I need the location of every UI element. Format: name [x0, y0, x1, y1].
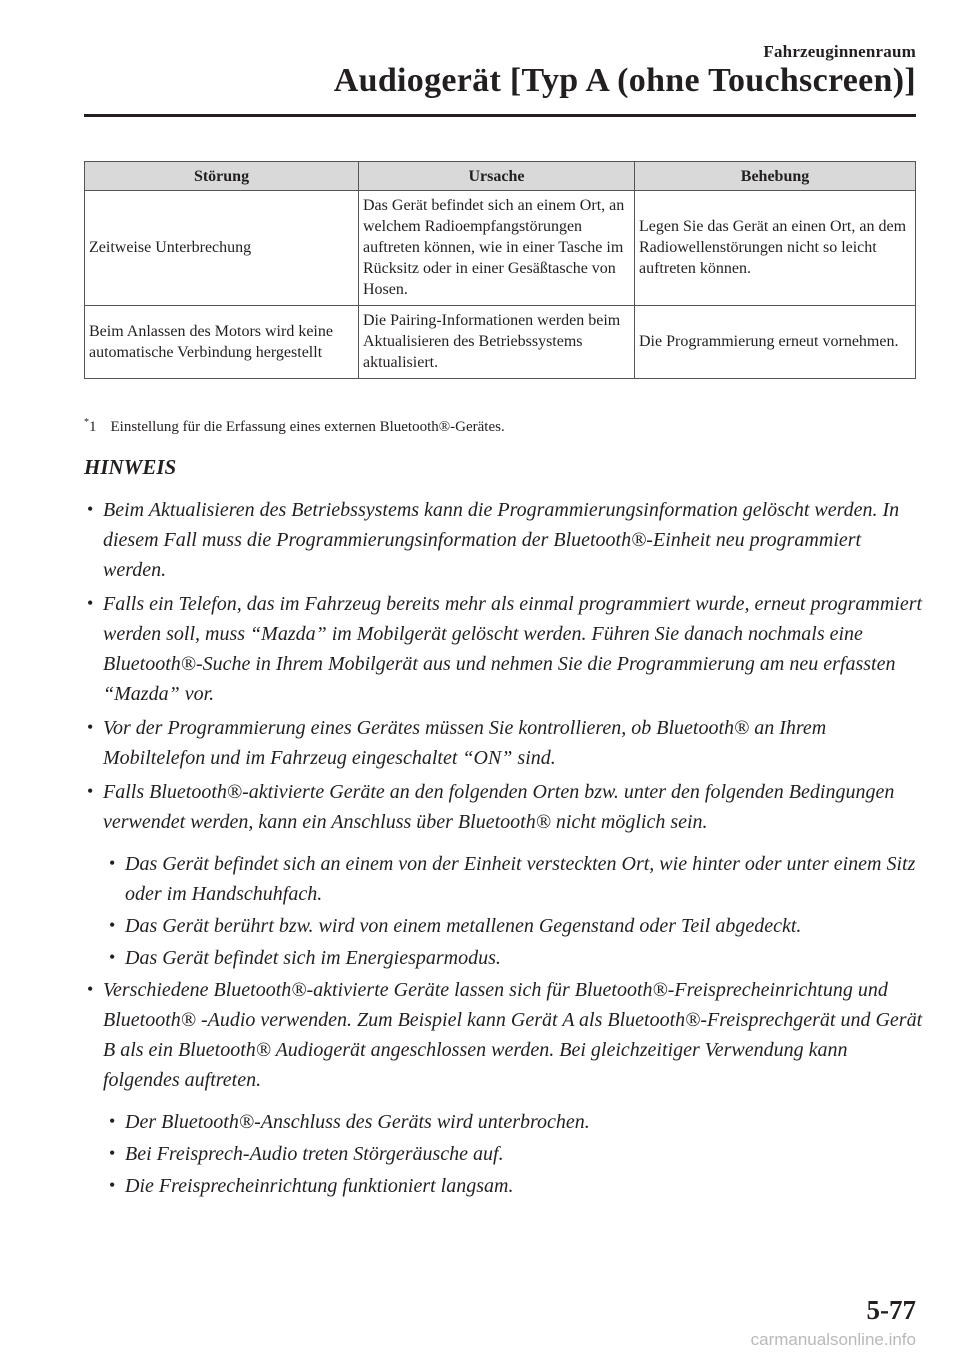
table-cell-stoerung: Beim Anlassen des Motors wird keine automatische Verbindung hergestellt: [85, 306, 359, 379]
footnote: [84, 417, 505, 436]
section-label: Fahrzeuginnenraum: [763, 42, 916, 61]
sub-list-item: [84, 1107, 924, 1137]
bullet-dot: •: [109, 947, 116, 967]
table-header-row: [85, 162, 916, 191]
table-cell-behebung: Legen Sie das Gerät an einen Ort, an dem Radiowellenstörungen nicht so leicht auftreten können.: [635, 191, 916, 306]
bullet-dot: •: [87, 499, 94, 519]
list-item-text: Verschiedene Bluetooth®-aktivierte Geräte lassen sich für Bluetooth®-Freisprecheinrichtung und Bluetooth® -Audio verwenden. Zum Beispiel kann Gerät A als Bluetooth®-Freisprechgerät und Gerät B als ein Bluetooth® Audiogerät angeschlossen werden. Bei gleichzeitiger Verwendung kann folgendes auftreten.: [103, 979, 923, 1091]
notes-heading: HINWEIS: [84, 455, 177, 479]
column-header-behebung: Behebung: [635, 162, 916, 191]
sub-list-item: [84, 849, 924, 909]
page-title: Audiogerät [Typ A (ohne Touchscreen)]: [333, 62, 916, 99]
list-item: [84, 495, 924, 585]
notes-section: [84, 452, 924, 1203]
bullet-dot: •: [87, 593, 94, 613]
troubleshooting-table: [84, 161, 916, 379]
list-item: [84, 713, 924, 773]
list-item-text: Falls ein Telefon, das im Fahrzeug bereits mehr als einmal programmiert wurde, erneut programmiert werden soll, muss “Mazda” im Mobilgerät gelöscht werden. Führen Sie danach nochmals eine Bluetooth®-Suche in Ihrem Mobilgerät aus und nehmen Sie die Programmierung am neu erfassten “Mazda” vor.: [103, 593, 923, 705]
sub-list-item: [84, 943, 924, 973]
site-watermark: carmanualsonline.info: [750, 1330, 916, 1349]
bullet-dot: •: [109, 1175, 116, 1195]
sub-list-item-text: Das Gerät befindet sich an einem von der Einheit versteckten Ort, wie hinter oder unter einem Sitz oder im Handschuhfach.: [125, 853, 916, 905]
table-row: [85, 306, 916, 379]
bullet-dot: •: [87, 717, 94, 737]
sub-list-item-text: Bei Freisprech-Audio treten Störgeräusche auf.: [125, 1143, 504, 1165]
sub-list-item-text: Der Bluetooth®-Anschluss des Geräts wird unterbrochen.: [125, 1111, 590, 1133]
bullet-dot: •: [109, 853, 116, 873]
list-item: [84, 589, 924, 709]
bullet-dot: •: [109, 1143, 116, 1163]
list-item-text: Beim Aktualisieren des Betriebssystems kann die Programmierungsinformation gelöscht werden. In diesem Fall muss die Programmierungsinformation der Bluetooth®-Einheit neu programmiert werden.: [103, 499, 900, 581]
sub-list-item: [84, 911, 924, 941]
column-header-ursache: Ursache: [359, 162, 635, 191]
table-row: [85, 191, 916, 306]
header-divider: [84, 114, 916, 117]
sub-list-item-text: Das Gerät befindet sich im Energiesparmodus.: [125, 947, 501, 969]
column-header-stoerung: Störung: [85, 162, 359, 191]
table-cell-behebung: Die Programmierung erneut vornehmen.: [635, 306, 916, 379]
sub-list-item-text: Das Gerät berührt bzw. wird von einem metallenen Gegenstand oder Teil abgedeckt.: [125, 915, 802, 937]
bullet-dot: •: [87, 781, 94, 801]
bullet-dot: •: [109, 915, 116, 935]
sub-list-item: [84, 1139, 924, 1169]
bullet-dot: •: [109, 1111, 116, 1131]
page-number: 5-77: [866, 1295, 916, 1325]
table-cell-ursache: Das Gerät befindet sich an einem Ort, an welchem Radioempfangstörungen auftreten können, wie in einer Tasche im Rücksitz oder in einer Gesäßtasche von Hosen.: [359, 191, 635, 306]
bullet-dot: •: [87, 979, 94, 999]
footnote-mark: *1: [84, 417, 97, 435]
table-cell-ursache: Die Pairing-Informationen werden beim Aktualisieren des Betriebssystems aktualisiert.: [359, 306, 635, 379]
table-cell-stoerung: Zeitweise Unterbrechung: [85, 191, 359, 306]
list-item-text: Falls Bluetooth®-aktivierte Geräte an den folgenden Orten bzw. unter den folgenden Bedingungen verwendet werden, kann ein Anschluss über Bluetooth® nicht möglich sein.: [103, 781, 895, 833]
list-item: [84, 975, 924, 1095]
list-item-text: Vor der Programmierung eines Gerätes müssen Sie kontrollieren, ob Bluetooth® an Ihrem Mobiltelefon und im Fahrzeug eingeschaltet “ON” sind.: [103, 717, 827, 769]
sub-list-item: [84, 1171, 924, 1201]
sub-list-item-text: Die Freisprecheinrichtung funktioniert langsam.: [125, 1175, 514, 1197]
list-item: [84, 777, 924, 837]
footnote-text: Einstellung für die Erfassung eines externen Bluetooth®-Gerätes.: [110, 419, 505, 435]
